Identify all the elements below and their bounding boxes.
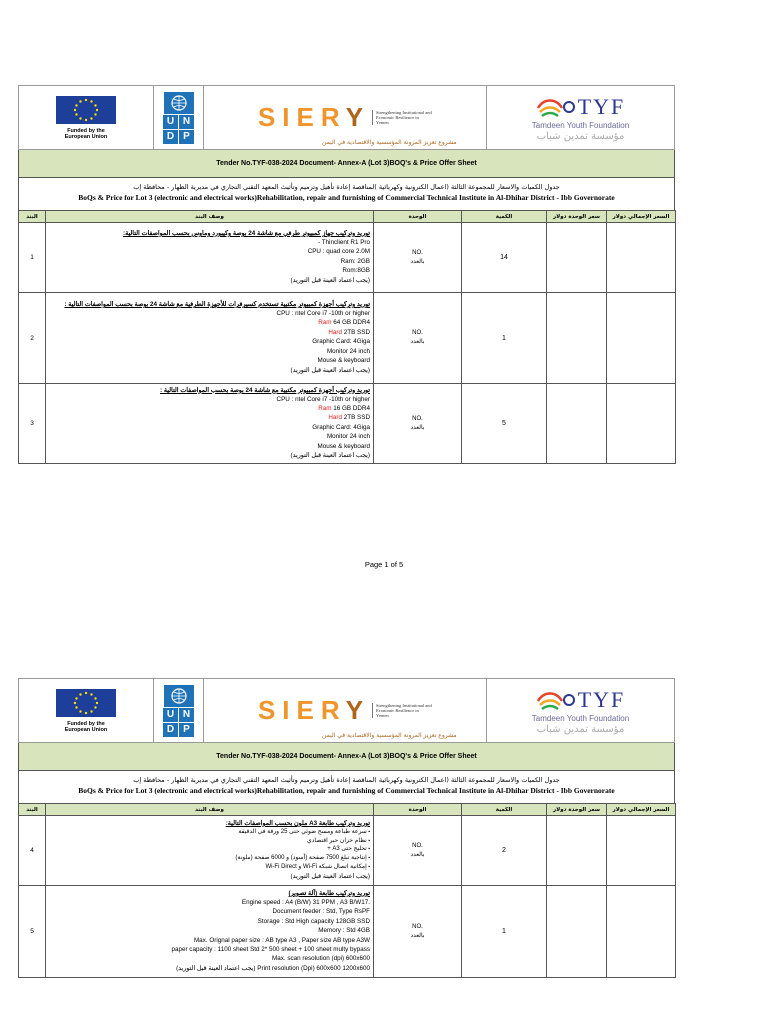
unit-price-cell[interactable]: [547, 384, 607, 464]
item-quantity: 2: [462, 816, 547, 886]
unit-price-cell[interactable]: [547, 293, 607, 384]
item-unit: NO. بالعدد: [374, 223, 462, 293]
boq-description: [18, 771, 675, 803]
item-number: 2: [19, 293, 46, 384]
unit-price-cell[interactable]: [547, 816, 607, 886]
table-header-row: [19, 804, 676, 816]
undp-logo: U N D P: [154, 86, 204, 149]
tyf-emblem-icon: [536, 96, 576, 118]
item-unit: NO. بالعدد: [374, 816, 462, 886]
siery-logo: SIERY Strengthening Institutional and Economic Resilience in Yemen مشروع تعزيز المرونة المؤسسية والاقتصادية في اليمن: [204, 86, 487, 149]
item-number: 3: [19, 384, 46, 464]
table-row: [19, 223, 676, 293]
total-price-cell[interactable]: [607, 816, 676, 886]
total-price-cell[interactable]: [607, 384, 676, 464]
logo-header: [18, 85, 675, 150]
total-price-cell[interactable]: [607, 293, 676, 384]
siery-logo: SIERY Strengthening Institutional and Economic Resilience in Yemen مشروع تعزيز المرونة المؤسسية والاقتصادية في اليمن: [204, 679, 487, 742]
boq-table: [18, 210, 676, 464]
item-description: توريد وتركيب أجهزة كمبيوتر مكتبية مع شاشة 24 بوصة بحسب المواصفات التالية : CPU : ntel Core i7 -10th or higher Ram 16 GB DDR4 Hard 2TB SSD Graphic Card: 4Giga Monitor 24 inch Mouse & keyboard (يجب اعتماد العينة قبل التوريد): [46, 384, 374, 464]
tyf-logo: TYF Tamdeen Youth Foundation مؤسسة تمدين شباب: [531, 686, 630, 735]
col-unit: الوحدة: [374, 211, 462, 223]
total-price-cell[interactable]: [607, 886, 676, 978]
total-price-cell[interactable]: [607, 223, 676, 293]
table-row: [19, 384, 676, 464]
eu-flag-icon: [56, 96, 116, 124]
page-number: Page 1 of 5: [364, 560, 404, 569]
item-unit: NO. بالعدد: [374, 384, 462, 464]
col-quantity: الكمية: [462, 804, 547, 816]
table-row: [19, 816, 676, 886]
col-quantity: الكمية: [462, 211, 547, 223]
item-unit: NO. بالعدد: [374, 293, 462, 384]
item-quantity: 5: [462, 384, 547, 464]
description-arabic: جدول الكميات والاسعار للمجموعة الثالثة (اعمال الكترونية وكهربائية )لمناقصة إعادة تأهيل وترميم وتأثيث المعهد التقني التجاري في مديرية الظهار - محافظة إب: [133, 183, 560, 191]
eu-flag-icon: [56, 689, 116, 717]
item-quantity: 1: [462, 293, 547, 384]
eu-caption: Funded by the European Union: [64, 127, 108, 140]
item-quantity: 1: [462, 886, 547, 978]
col-unit: الوحدة: [374, 804, 462, 816]
table-row: [19, 886, 676, 978]
item-description: توريد وتركيب أجهزة كمبيوتر مكتبية تستخدم كسيرفرات للأجهزة الطرفية مع شاشة 24 بوصة بحسب المواصفات التالية : CPU : ntel Core i7 -10th or higher Ram 64 GB DDR4 Hard 2TB SSD Graphic Card: 4Giga Monitor 24 inch Mouse & keyboard (يجب اعتماد العينة قبل التوريد): [46, 293, 374, 384]
col-total-price: السعر الإجمالي دولار: [607, 211, 676, 223]
tyf-logo: TYF Tamdeen Youth Foundation مؤسسة تمدين شباب: [531, 93, 630, 142]
description-english: BoQs & Price for Lot 3 (electronic and electrical works)Rehabilitation, repair and furnishing of Commercial Technical Institute in Al-Dhihar District - Ibb Governorate: [78, 193, 615, 202]
item-number: 1: [19, 223, 46, 293]
item-description: توريد وتركيب طابعة (آلة تصوير) Engine speed : A4 (B/W) 31 PPM , A3 B/W17. Document feeder : Std, Type RsPF Storage : Std High capacity 128GB SSD Memory : Std 4GB Max. Orignal paper size : AB type A3 , Paper size AB type A3W paper capacity : 1100 sheet Std 2* 500 sheet + 100 sheet multy bypass Max. scan resolution (dpi) 600x600 (يجب اعتماد العينة قبل التوريد) Print resolution (Dpi) 600x600 1200x600: [46, 886, 374, 978]
tender-title: Tender No.TYF-038-2024 Document- Annex-A (Lot 3)BOQ's & Price Offer Sheet: [18, 743, 675, 771]
unit-price-cell[interactable]: [547, 223, 607, 293]
description-english: BoQs & Price for Lot 3 (electronic and electrical works)Rehabilitation, repair and furnishing of Commercial Technical Institute in Al-Dhihar District - Ibb Governorate: [78, 786, 615, 795]
item-unit: NO. بالعدد: [374, 886, 462, 978]
table-row: [19, 293, 676, 384]
eu-logo: [19, 86, 154, 149]
un-emblem-icon: [164, 685, 194, 707]
col-item: البند: [19, 211, 46, 223]
col-unit-price: سعر الوحدة دولار: [547, 804, 607, 816]
eu-caption: Funded by the European Union: [64, 720, 108, 733]
col-unit-price: سعر الوحدة دولار: [547, 211, 607, 223]
col-description: وصف البند: [46, 211, 374, 223]
document-page-1: [18, 85, 675, 464]
description-arabic: جدول الكميات والاسعار للمجموعة الثالثة (اعمال الكترونية وكهربائية )لمناقصة إعادة تأهيل وترميم وتأثيث المعهد التقني التجاري في مديرية الظهار - محافظة إب: [133, 776, 560, 784]
un-emblem-icon: [164, 92, 194, 114]
table-header-row: [19, 211, 676, 223]
logo-header: [18, 678, 675, 743]
col-description: وصف البند: [46, 804, 374, 816]
undp-logo: U N D P: [154, 679, 204, 742]
unit-price-cell[interactable]: [547, 886, 607, 978]
item-quantity: 14: [462, 223, 547, 293]
tender-title: Tender No.TYF-038-2024 Document- Annex-A (Lot 3)BOQ's & Price Offer Sheet: [18, 150, 675, 178]
item-description: توريد وتركيب طابعة A3 ملون بحسب المواصفات التالية: ▪ سرعة طباعة ومسح ضوئي حتى 25 ورقة في الدقيقة ▪ نظام خزان حبر اقتصادي ▪ تحليج حتى A3 + ▪ إنتاجية تبلغ 7500 صفحة (أسود) و 6000 صفحة (ملونة) ▪ إمكانية اتصال شبكة Wi-Fi و Wi-Fi Direct (يجب اعتماد العينة قبل التوريد): [46, 816, 374, 886]
col-item: البند: [19, 804, 46, 816]
eu-logo: [19, 679, 154, 742]
item-number: 4: [19, 816, 46, 886]
boq-table: [18, 803, 676, 978]
tyf-emblem-icon: [536, 689, 576, 711]
item-number: 5: [19, 886, 46, 978]
item-description: توريد وتركيب جهاز كمبيوتر طرفي مع شاشة 24 بوصة وكيبورد وماوس بحسب المواصفات التالية: - Thinclient R1 Pro CPU : quad core 2.0M Ram: 2GB Rom:8GB (يجب اعتماد العينة قبل التوريد): [46, 223, 374, 293]
col-total-price: السعر الإجمالي دولار: [607, 804, 676, 816]
document-page-2: [18, 678, 675, 978]
boq-description: [18, 178, 675, 210]
